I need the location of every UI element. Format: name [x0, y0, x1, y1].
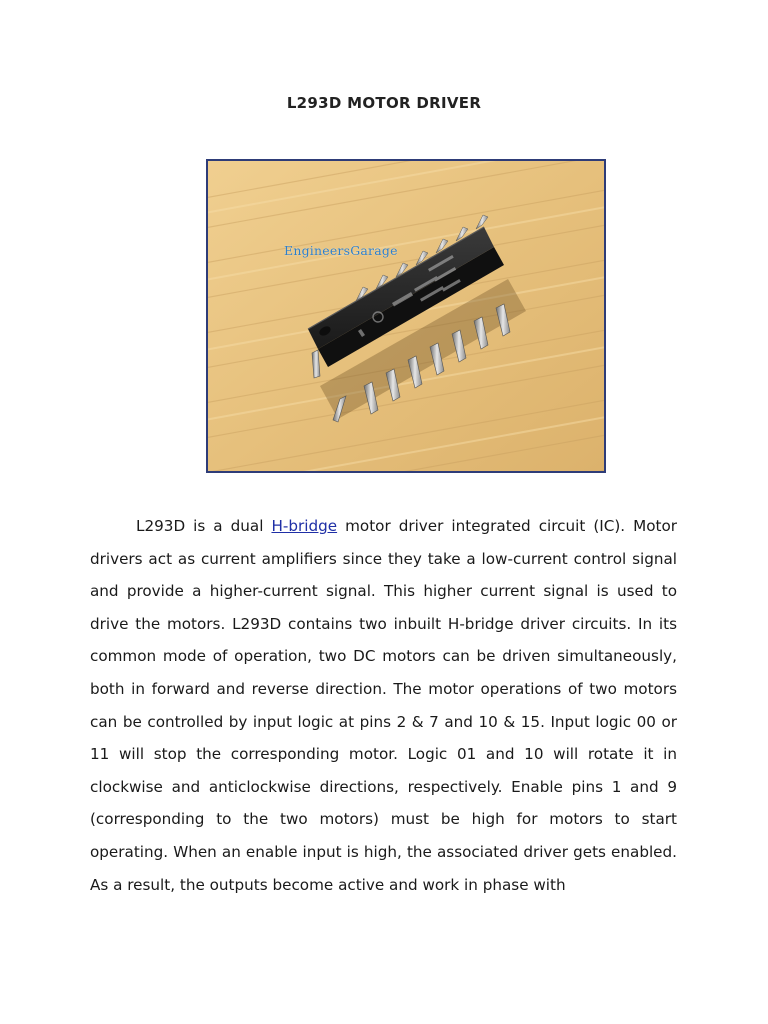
paragraph-text-start: L293D is a dual [136, 517, 272, 535]
paragraph-text-rest: motor driver integrated circuit (IC). Motor drivers act as current amplifiers since they take a low-current control signal and provide a higher-current signal. This higher current signal is used to drive the motors. L293D contains two inbuilt H-bridge driver circuits. In its common mode of operation, two DC motors can be driven simultaneously, both in forward and reverse direction. The motor operations of two motors can be controlled by input logic at pins 2 & 7 and 10 & 15. Input logic 00 or 11 will stop the corresponding motor. Logic 01 and 10 will rotate it in clockwise and anticlockwise directions, respectively. Enable pins 1 and 9 (corresponding to the two motors) must be high for motors to start operating. When an enable input is high, the associated driver gets enabled. As a result, the outputs become active and work in phase with [90, 517, 678, 894]
page-title: L293D MOTOR DRIVER [286, 94, 482, 112]
watermark-text: EngineersGarage [284, 243, 398, 258]
ic-photo [206, 159, 606, 473]
h-bridge-link[interactable]: H-bridge [271, 517, 338, 535]
body-paragraph [90, 510, 677, 901]
ic-illustration [208, 161, 604, 471]
